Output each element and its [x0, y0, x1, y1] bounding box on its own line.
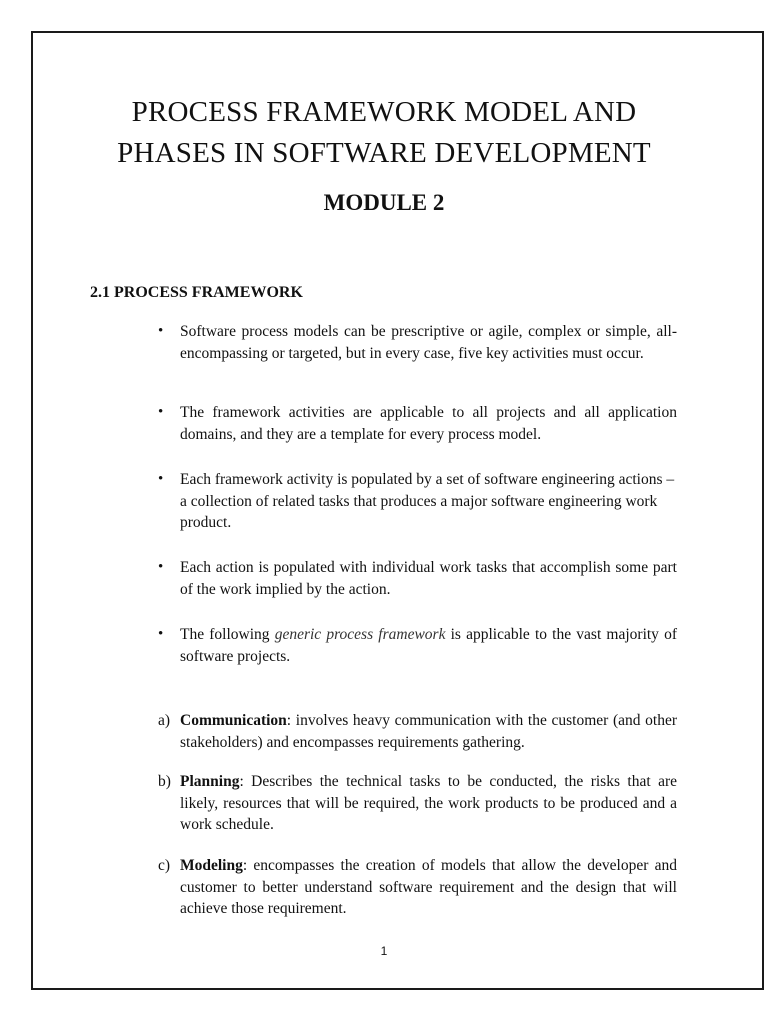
bullet-item — [158, 624, 678, 667]
activity-term: Planning — [180, 773, 240, 790]
activity-description: : encompasses the creation of models that allow the developer and customer to better understand software requirement and the design that will achieve those requirement. — [180, 857, 677, 917]
bullet-text: Each action is populated with individual work tasks that accomplish some part of the work implied by the action. — [180, 559, 677, 598]
section-heading: 2.1 PROCESS FRAMEWORK — [90, 284, 303, 301]
activity-item — [158, 771, 677, 836]
title-line-2: PHASES IN SOFTWARE DEVELOPMENT — [117, 137, 651, 169]
bullet-marker: • — [158, 471, 164, 487]
bullet-marker: • — [158, 559, 164, 575]
bullet-text-after: is applicable to the vast majority of software projects. — [180, 626, 678, 665]
bullet-marker: • — [158, 404, 164, 420]
bullet-item — [158, 469, 677, 534]
activity-term: Modeling — [180, 857, 243, 874]
bullet-item — [158, 557, 677, 600]
bullet-item — [158, 402, 677, 445]
document-title — [40, 92, 728, 174]
bullet-text: The framework activities are applicable to all projects and all application domains, and they are a template for every process model. — [180, 404, 677, 443]
activity-description: : Describes the technical tasks to be conducted, the risks that are likely, resources that will be required, the work products to be produced and a work schedule. — [180, 773, 677, 833]
bullet-item — [158, 321, 677, 364]
list-marker: c) — [158, 857, 171, 874]
activity-term: Communication — [180, 712, 287, 729]
list-marker: b) — [158, 773, 171, 790]
bullet-text-before: The following — [180, 626, 275, 643]
activity-description: : involves heavy communication with the customer (and other stakeholders) and encompasses requirements gathering. — [180, 712, 677, 751]
emphasized-term: generic process framework — [274, 626, 446, 643]
activity-item — [158, 855, 677, 920]
bullet-marker: • — [158, 323, 164, 339]
bullet-text: Software process models can be prescriptive or agile, complex or simple, all-encompassing or targeted, but in every case, five key activities must occur. — [180, 323, 677, 362]
bullet-text: Each framework activity is populated by a set of software engineering actions – a collection of related tasks that produces a major software engineering work product. — [180, 471, 675, 531]
title-line-1: PROCESS FRAMEWORK MODEL AND — [131, 96, 637, 128]
bullet-marker: • — [158, 626, 164, 642]
page-number: 1 — [380, 944, 388, 958]
activity-item — [158, 710, 677, 753]
list-marker: a) — [158, 712, 171, 729]
module-heading: MODULE 2 — [323, 190, 445, 215]
